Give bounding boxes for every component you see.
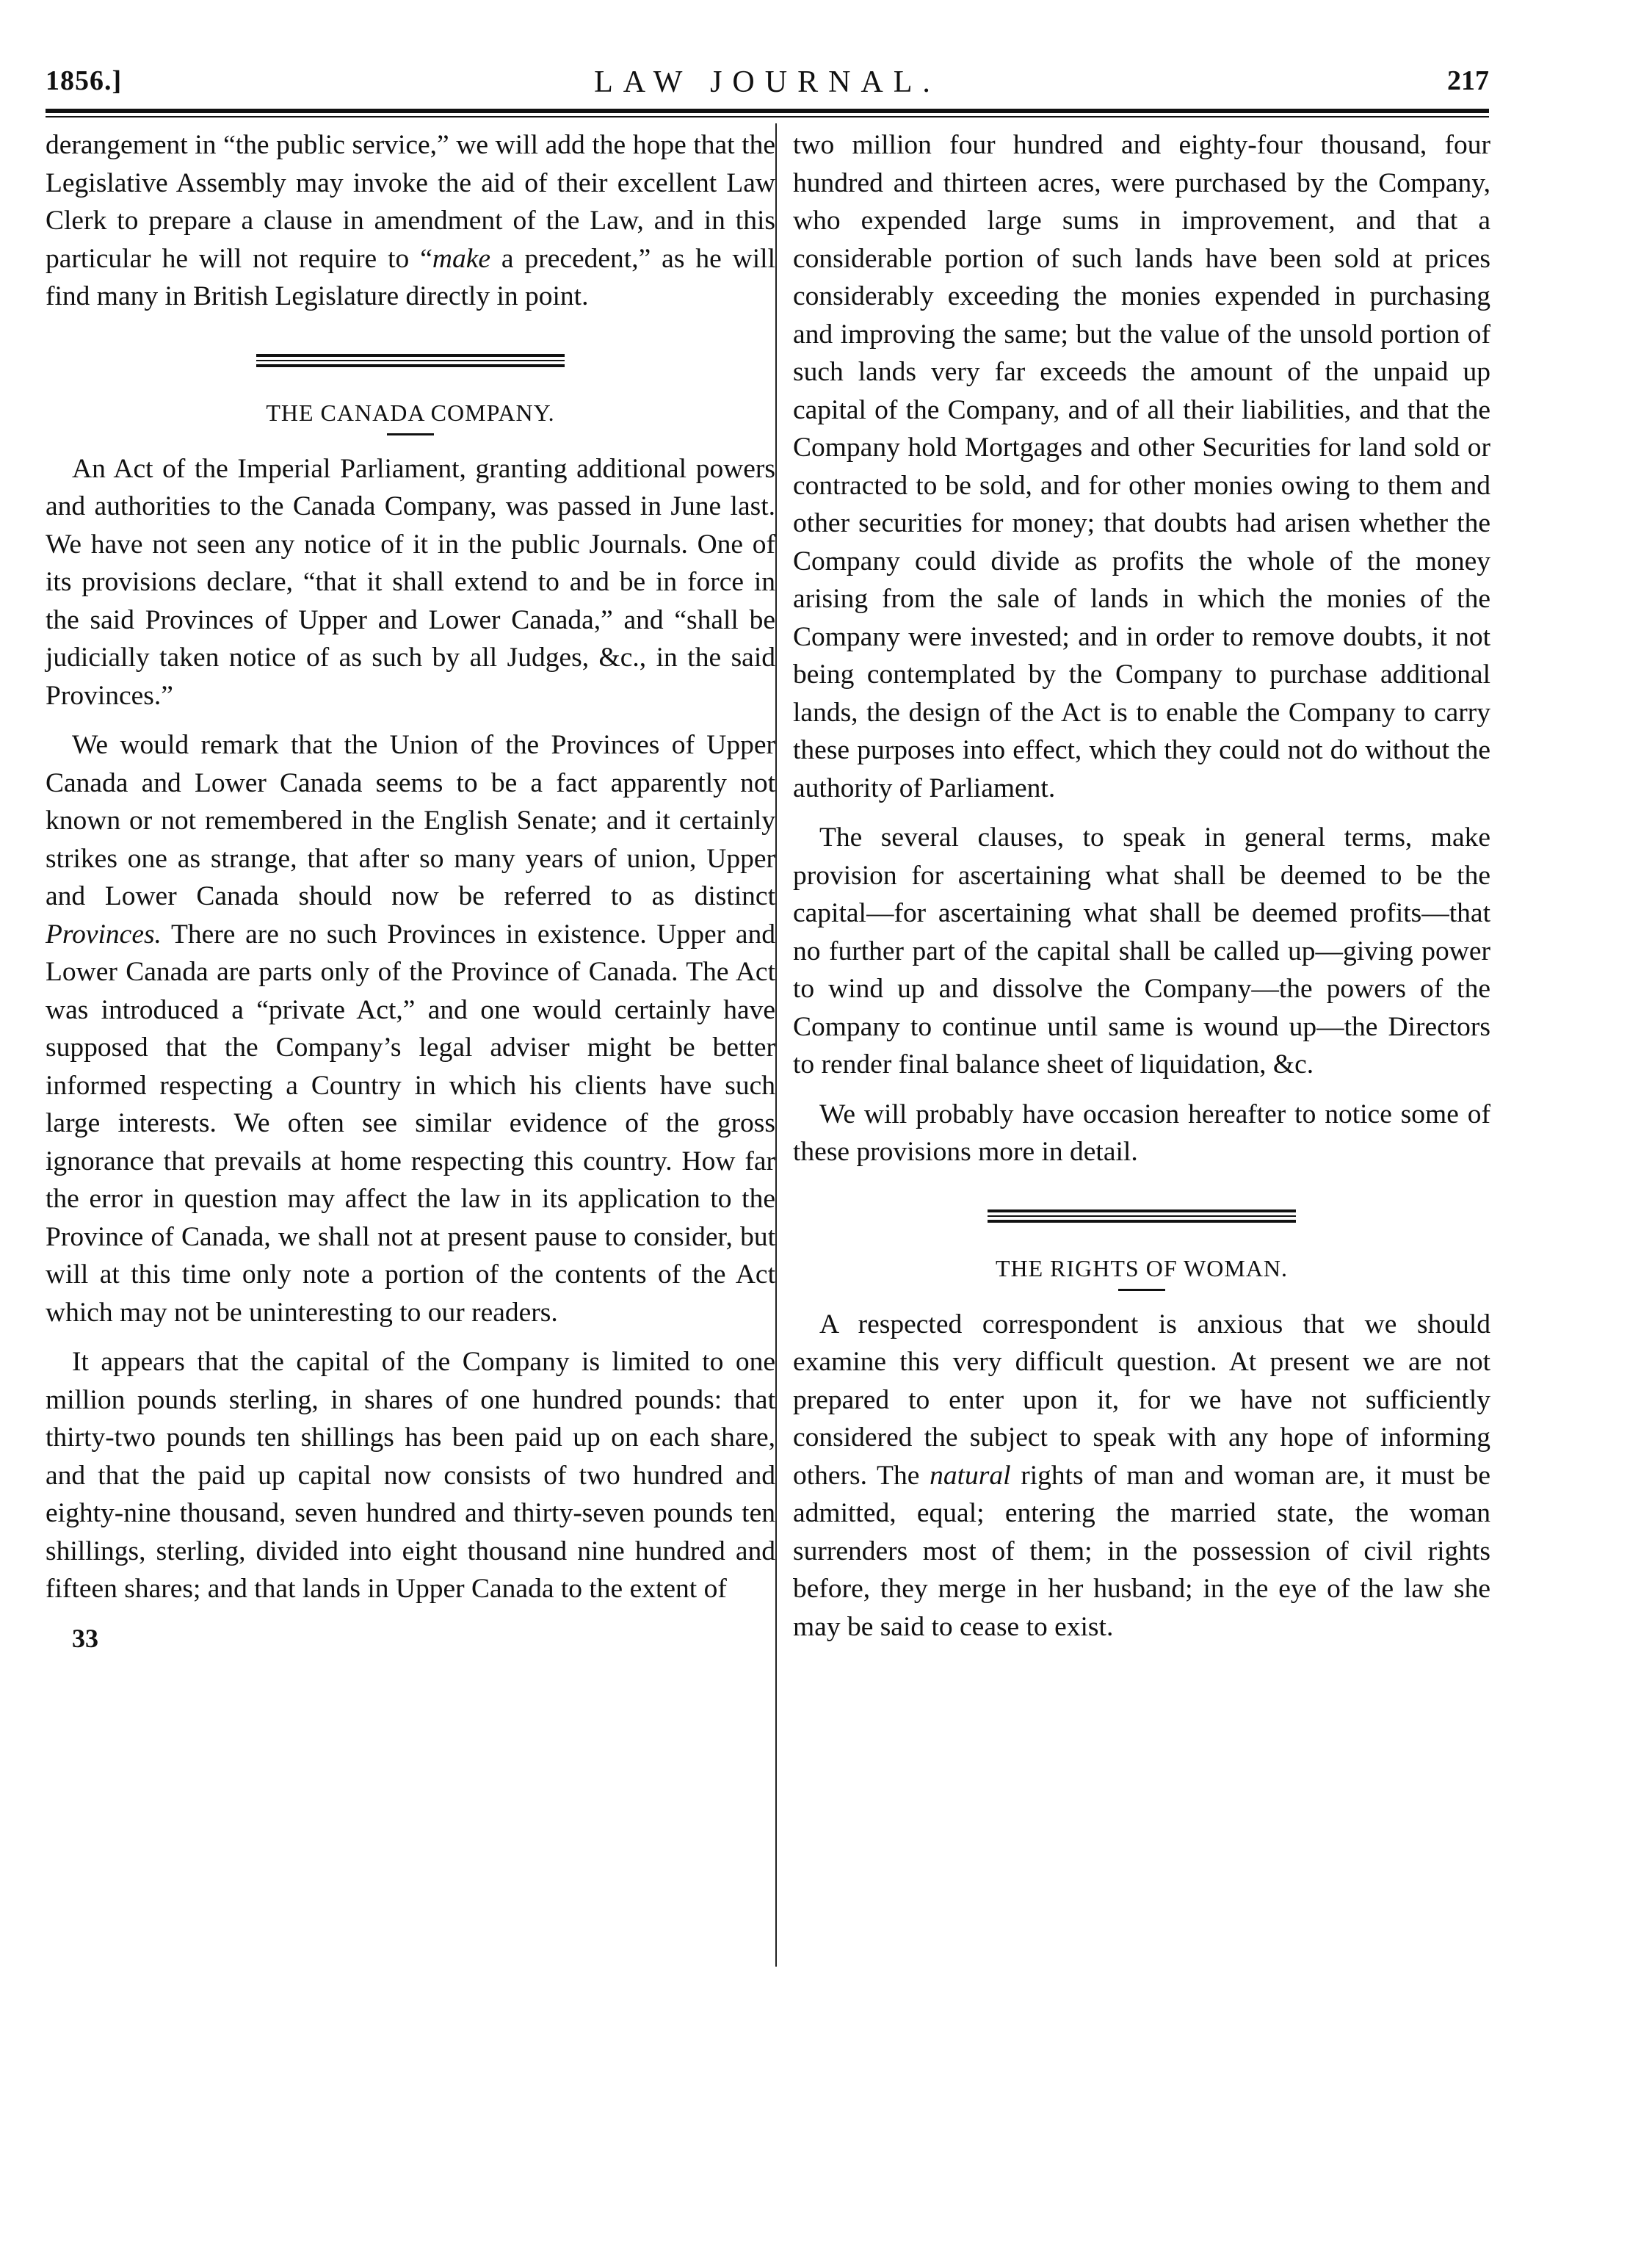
intro-paragraph: derangement in “the public service,” we will add the hope that the Legislative Assembly may invoke the aid of their excellent Law Clerk to prepare a clause in amendment of the Law, and in this particular he will not require to “make a precedent,” as he will find many in British Legislature directly in point. <box>46 130 775 311</box>
header-rule-thin <box>46 116 1489 117</box>
left-column <box>46 126 775 1657</box>
header-page-number: 217 <box>1447 65 1489 96</box>
column-divider <box>775 123 777 1967</box>
article-paragraph: A respected correspondent is anxious that we should examine this very difficult question. At present we are not prepared to enter upon it, for we have not sufficiently considered the subject to speak with any hope of informing others. The natural rights of man and woman are, it must be admitted, equal; entering the married state, the woman surrenders most of them; in the possession of civil rights before, they merge in her husband; in the eye of the law she may be said to cease to exist. <box>793 1309 1490 1642</box>
right-column <box>793 126 1490 1657</box>
title-rule <box>1118 1289 1165 1291</box>
signature-folio: 33 <box>72 1623 98 1653</box>
header-rule-thick <box>46 109 1489 113</box>
section-separator <box>256 354 565 367</box>
section-title-rights-of-woman: THE RIGHTS OF WOMAN. <box>995 1254 1289 1281</box>
article-paragraph: The several clauses, to speak in general terms, make provision for ascertaining what shall be deemed to be the capital—for ascertaining what shall be deemed profits—that no further part of the capital shall be called up—giving power to wind up and dissolve the Company—the powers of the Company to continue until same is wound up—the Directors to render final balance sheet of liquidation, &c. <box>793 822 1490 1080</box>
section-separator <box>988 1209 1296 1223</box>
header-year: 1856.] <box>46 65 123 96</box>
title-rule <box>387 433 434 435</box>
running-head <box>46 65 1489 109</box>
article-paragraph: We will probably have occasion hereafter to notice some of these provisions more in detail. <box>793 1099 1490 1167</box>
article-paragraph: It appears that the capital of the Company is limited to one million pounds sterling, in shares of one hundred pounds: that thirty-two pounds ten shillings has been paid up on each share, and that the paid up capital now consists of two hundred and eighty-nine thousand, seven hundred and thirty-seven pounds ten shillings, sterling, divided into eight thousand nine hundred and fifteen shares; and that lands in Upper Canada to the extent of <box>46 1347 775 1604</box>
article-paragraph: two million four hundred and eighty-four thousand, four hundred and thirteen acres, were purchased by the Company, who expended large sums in improvement, and that a considerable portion of such lands have been sold at prices considerably exceeding the monies expended in purchasing and improving the same; but the value of the unsold portion of such lands very far exceeds the amount of the unpaid up capital of the Company, and of all their liabilities, and that the Company hold Mortgages and other Securities for land sold or contracted to be sold, and for other monies owing to them and other securities for money; that doubts had arisen whether the Company could divide as profits the whole of the money arising from the sale of lands in which the monies of the Company were invested; and in order to remove doubts, it not being contemplated by the Company to purchase additional lands, the design of the Act is to enable the Company to carry these purposes into effect, which they could not do without the authority of Parliament. <box>793 130 1490 803</box>
article-paragraph: An Act of the Imperial Parliament, granting additional powers and authorities to the Canada Company, was passed in June last. We have not seen any notice of it in the public Journals. One of its provisions declare, “that it shall extend to and be in force in the said Provinces of Upper and Lower Canada,” and “shall be judicially taken notice of as such by all Judges, &c., in the said Provinces.” <box>46 453 775 711</box>
section-title-canada-company: THE CANADA COMPANY. <box>266 399 555 426</box>
header-title: LAW JOURNAL. <box>594 65 941 99</box>
article-paragraph: We would remark that the Union of the Provinces of Upper Canada and Lower Canada seems to be a fact apparently not known or not remembered in the English Senate; and it certainly strikes one as strange, that after so many years of union, Upper and Lower Canada should now be referred to as distinct Provinces. There are no such Provinces in existence. Upper and Lower Canada are parts only of the Province of Canada. The Act was introduced a “private Act,” and one would certainly have supposed that the Company’s legal adviser might be better informed respecting a Country in which his clients have such large interests. We often see similar evidence of the gross ignorance that prevails at home respecting this country. How far the error in question may affect the law in its application to the Province of Canada, we shall not at present pause to consider, but will at this time only note a portion of the contents of the Act which may not be uninteresting to our readers. <box>46 730 775 1328</box>
